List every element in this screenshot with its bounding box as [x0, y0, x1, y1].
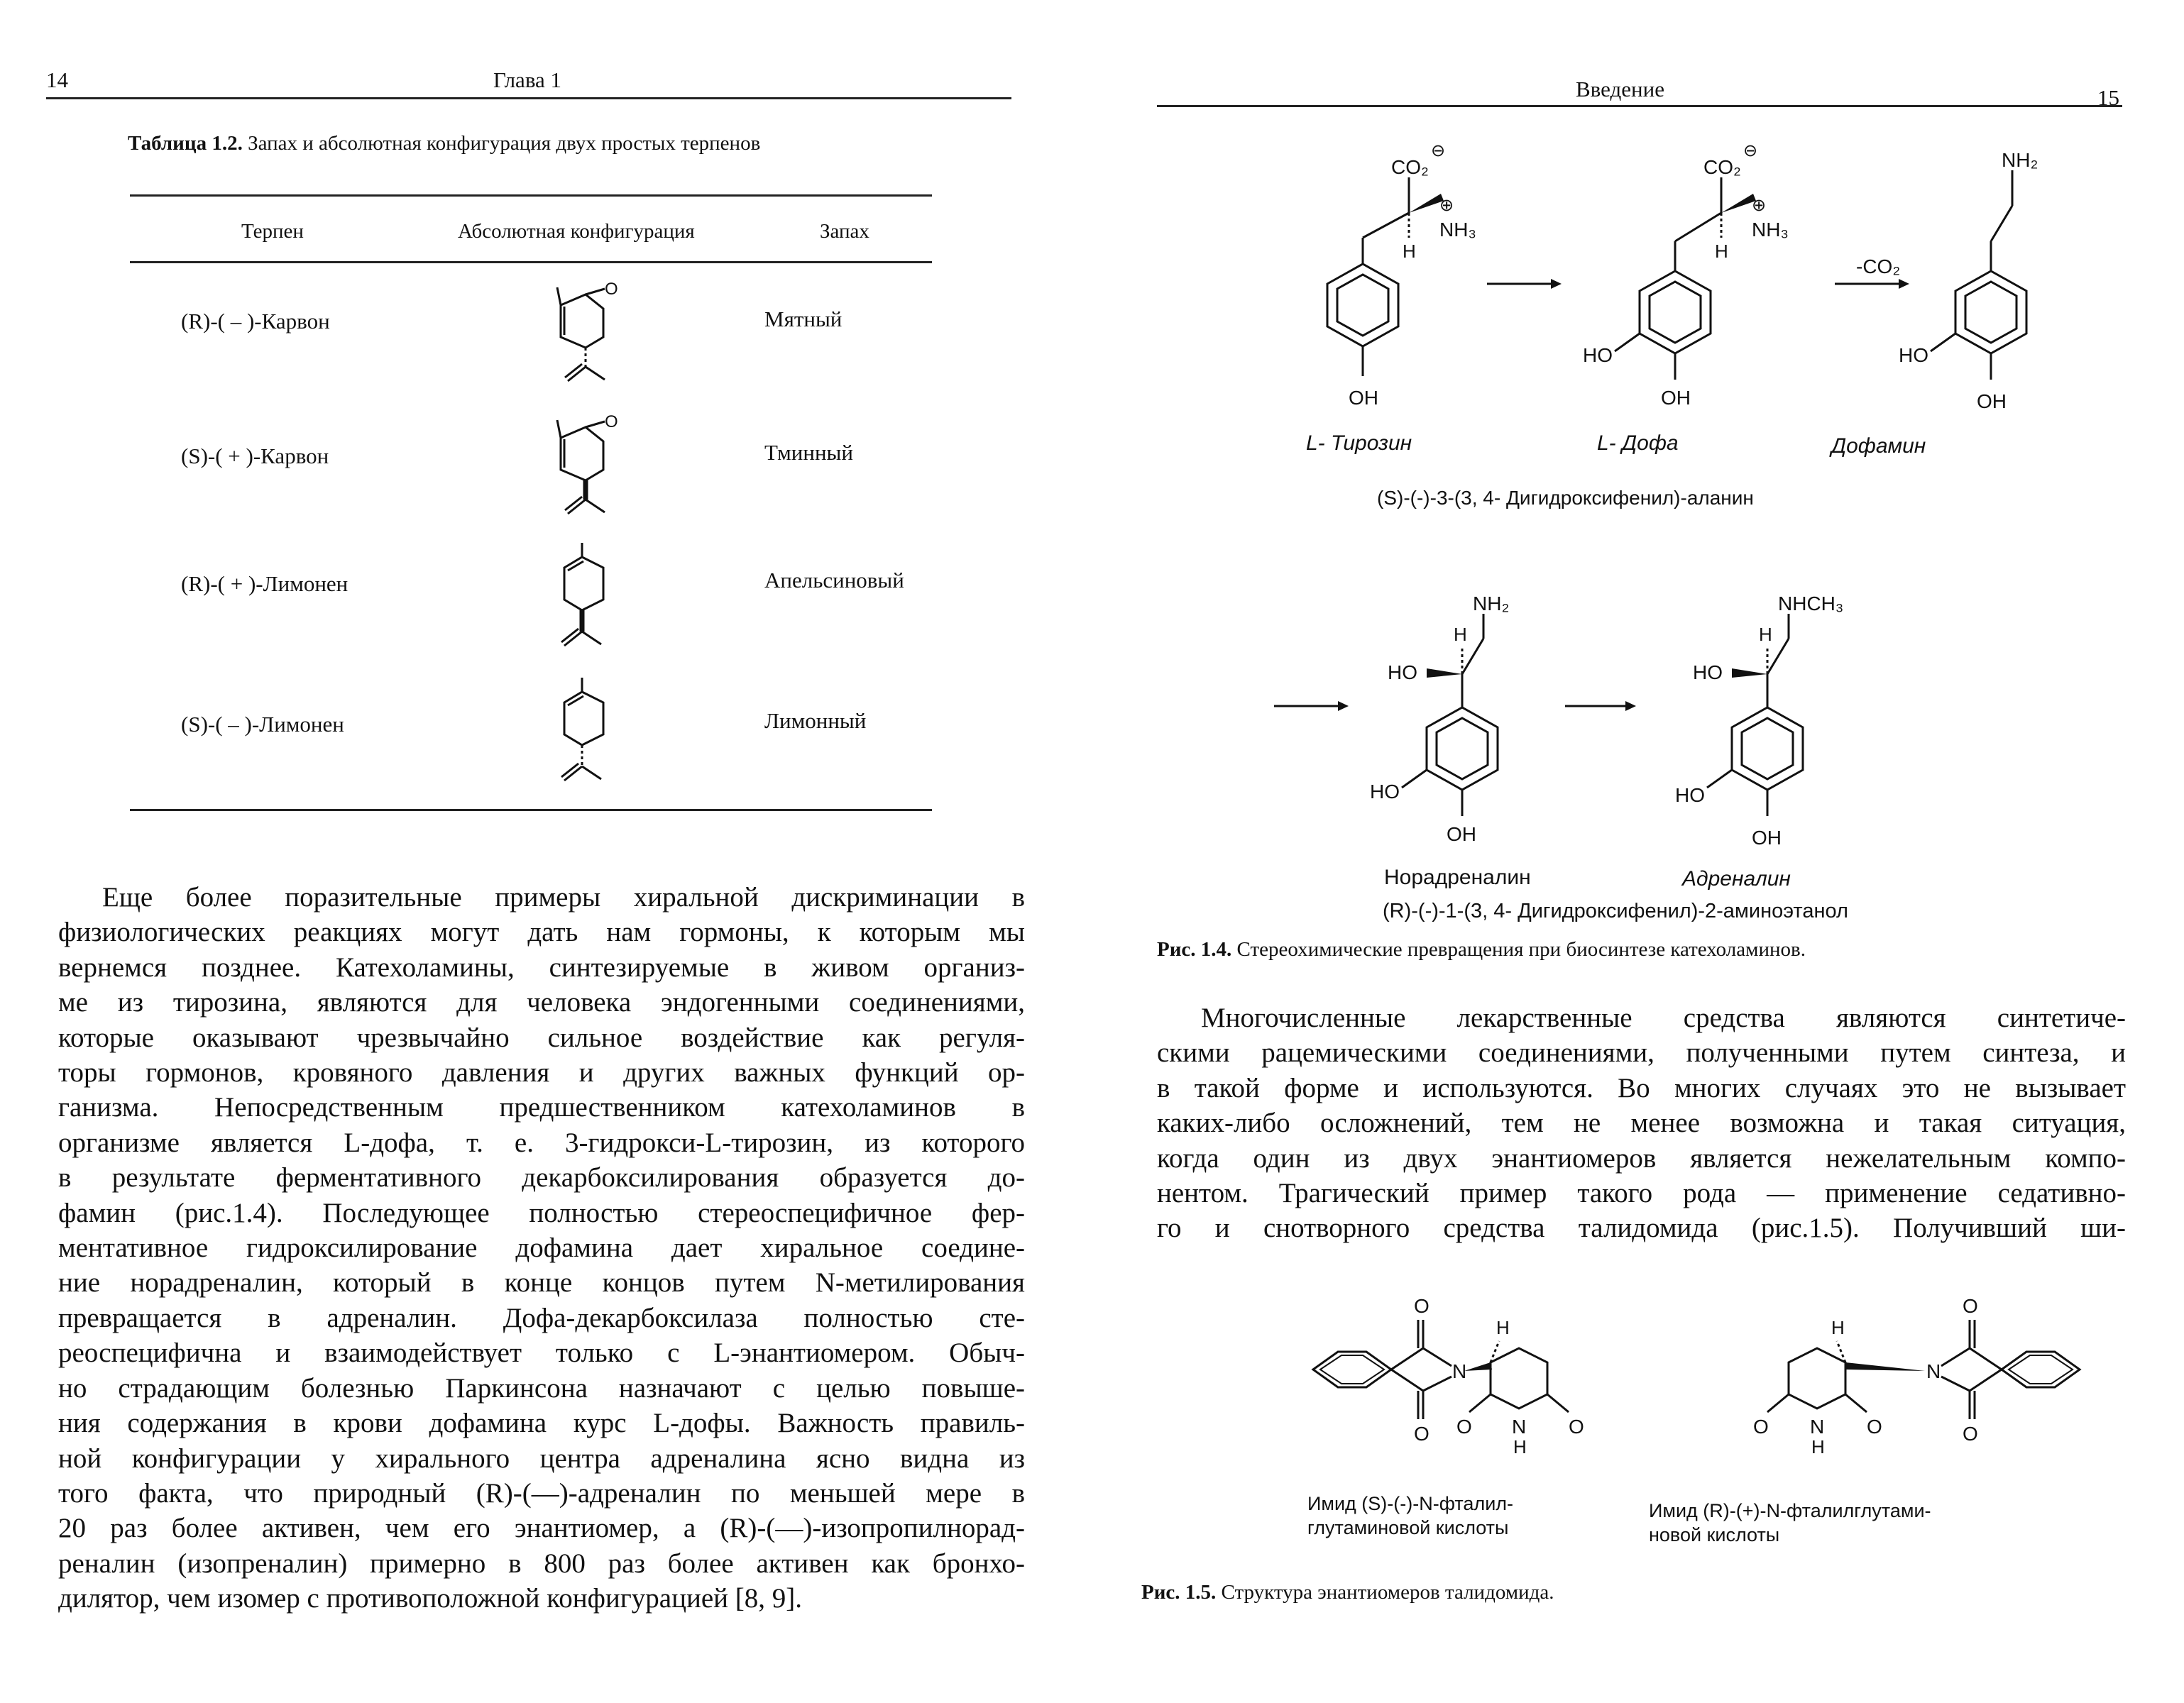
text-line: каких-либо осложнений, тем не менее возможна и такая ситуация, [1157, 1108, 2126, 1139]
figure-1-5-caption-text: Структура энантиомеров талидомида. [1221, 1581, 1554, 1604]
table-header-terpene: Терпен [241, 220, 304, 243]
text-line: когда один из двух энантиомеров является нежелательным компо- [1157, 1142, 2126, 1174]
n-label: N [1810, 1416, 1825, 1438]
s-limonene-structure [525, 674, 632, 795]
figure-1-4-caption-label: Рис. 1.4. [1157, 938, 1232, 961]
o-label: O [1963, 1423, 1978, 1445]
running-head: Введение [1576, 77, 1664, 101]
running-head: Глава 1 [493, 67, 562, 92]
table-header-rule [130, 261, 932, 263]
o-label: O [1753, 1416, 1769, 1438]
text-line: реналин (изопреналин) примерно в 800 раз более активен как бронхо- [58, 1548, 1025, 1579]
table-row-terpene: (R)-( + )-Лимонен [181, 571, 349, 596]
text-line: ме из тирозина, являются для человека эндогенными соединениями, [58, 987, 1025, 1018]
h-label: H [1831, 1317, 1845, 1338]
text-line: ной конфигурации у хирального центра адреналина ясно видна из [58, 1443, 1025, 1474]
text-line: которые оказывают чрезвычайно сильное воздействие как регуля- [58, 1022, 1025, 1053]
header-rule [1157, 105, 2122, 107]
svg-text:O: O [605, 280, 618, 299]
figure-1-4-caption [1157, 938, 1806, 961]
right-page [1121, 0, 2184, 1703]
table-bottom-rule [130, 809, 932, 811]
decarboxylation-label: -CO₂ [1856, 255, 1901, 277]
oh-label: OH [1977, 390, 2007, 412]
nh2-label: NH₂ [1473, 593, 1510, 614]
table-header-configuration: Абсолютная конфигурация [458, 220, 695, 243]
oh-label: OH [1447, 823, 1476, 845]
o-label: O [1867, 1416, 1882, 1438]
page-number: 15 [2097, 85, 2119, 110]
text-line: вернемся позднее. Катехоламины, синтезируемые в живом организ- [58, 952, 1025, 983]
text-line: превращается в адреналин. Дофа-декарбоксилаза полностью сте- [58, 1302, 1025, 1333]
h-label: H [1811, 1436, 1825, 1457]
text-line: физиологических реакциях могут дать нам гормоны, к которым мы [58, 917, 1025, 948]
noradrenaline-label: Норадреналин [1384, 866, 1531, 889]
r-limonene-structure [525, 539, 632, 660]
dopamine-label: Дофамин [1831, 434, 1926, 458]
table-row-odor: Мятный [764, 307, 843, 331]
table-row-odor: Апельсиновый [764, 568, 904, 593]
page-number: 14 [46, 67, 68, 92]
dopa-label: L- Дофа [1597, 431, 1679, 455]
table-row-odor: Тминный [764, 440, 853, 465]
table-caption [128, 132, 760, 155]
text-line: ния содержания в крови дофамина курс L-дофы. Важность правиль- [58, 1408, 1025, 1439]
o-label: O [1414, 1295, 1430, 1317]
ho-label: HO [1583, 344, 1613, 366]
r-thalidomide-label-line1: Имид (R)-(+)-N-фталилглутами- [1649, 1500, 1931, 1521]
co2-label: CO₂ [1703, 156, 1741, 178]
text-line: ментативное гидроксилирование дофамина дает хиральное соедине- [58, 1233, 1025, 1264]
table-row-terpene: (R)-( – )-Карвон [181, 309, 330, 334]
r-carvone-structure [525, 273, 632, 394]
n-label: N [1926, 1360, 1941, 1382]
body-paragraph [58, 880, 1025, 1616]
table-row-terpene: (S)-( + )-Карвон [181, 443, 329, 468]
adrenaline-label: Адреналин [1682, 867, 1791, 891]
text-line: Еще более поразительные примеры хиральной дискриминации в [102, 882, 1025, 913]
tyrosine-label: L- Тирозин [1306, 431, 1412, 455]
adrenaline-systematic-name: (R)-(-)-1-(3, 4- Дигидроксифенил)-2-аминоэтанол [1383, 900, 1848, 922]
text-line: го и снотворного средства талидомида (рис.1.5). Получивший ши- [1157, 1213, 2126, 1244]
h-label: H [1759, 624, 1772, 645]
text-line: скими рацемическими соединениями, полученными путем синтеза, и [1157, 1037, 2126, 1069]
table-top-rule [130, 194, 932, 197]
table-row-terpene: (S)-( – )-Лимонен [181, 712, 344, 737]
header-rule [46, 97, 1011, 99]
svg-text:O: O [605, 412, 618, 431]
text-line: в результате ферментативного декарбоксилирования образуется до- [58, 1162, 1025, 1194]
n-label: N [1512, 1416, 1527, 1438]
text-line: в такой форме и используются. Во многих случаях это не вызывает [1157, 1072, 2126, 1103]
n-label: N [1452, 1360, 1467, 1382]
table-row-odor: Лимонный [764, 708, 867, 733]
oh-label: OH [1349, 387, 1378, 409]
s-carvone-structure [525, 406, 632, 527]
figure-1-4-caption-text: Стереохимические превращения при биосинтезе катехоламинов. [1236, 938, 1806, 961]
nh3-label: NH₃ [1752, 219, 1789, 241]
text-line: реоспецифична и взаимодействует только с L-энантиомером. Обыч- [58, 1338, 1025, 1369]
figure-1-5-caption-label: Рис. 1.5. [1141, 1581, 1217, 1604]
co2-label: CO₂ [1391, 156, 1429, 178]
ho-label: HO [1899, 344, 1928, 366]
figure-1-5 [1299, 1270, 2122, 1497]
oh-label: OH [1752, 827, 1782, 849]
o-label: O [1456, 1416, 1472, 1438]
s-thalidomide-label-line1: Имид (S)-(-)-N-фталил- [1307, 1493, 1514, 1514]
h-label: H [1454, 624, 1467, 645]
text-line: нентом. Трагический пример такого рода — применение седативно- [1157, 1178, 2126, 1209]
nh3-label: NH₃ [1439, 219, 1476, 241]
h-label: H [1496, 1317, 1510, 1338]
text-line: фамин (рис.1.4). Последующее полностью стереоспецифичное фер- [58, 1197, 1025, 1228]
r-thalidomide-label-line2: новой кислоты [1649, 1524, 1780, 1545]
text-line: организме является L-дофа, т. е. 3-гидрокси-L-тирозин, из которого [58, 1127, 1025, 1158]
charge-plus: ⊕ [1752, 196, 1767, 215]
nh2-label: NH₂ [2002, 149, 2038, 171]
text-line: Многочисленные лекарственные средства являются синтетиче- [1201, 1003, 2126, 1033]
figure-1-5-caption [1141, 1581, 1554, 1604]
ho-label: HO [1388, 661, 1417, 683]
o-label: O [1569, 1416, 1584, 1438]
text-line: ганизма. Непосредственным предшественником катехоламинов в [58, 1092, 1025, 1123]
text-line: торы гормонов, кровяного давления и других важных функций ор- [58, 1057, 1025, 1089]
ho-label: HO [1675, 784, 1705, 806]
figure-1-4 [1263, 131, 2115, 947]
o-label: O [1414, 1423, 1430, 1445]
table-caption-label: Таблица 1.2. [128, 132, 243, 155]
h-label: H [1403, 241, 1416, 262]
text-line: дилятор, чем изомер с противоположной конфигурацией [8, 9]. [58, 1583, 802, 1614]
table-caption-text: Запах и абсолютная конфигурация двух простых терпенов [248, 132, 761, 155]
table-header-odor: Запах [820, 220, 869, 243]
text-line: того факта, что природный (R)-(—)-адреналин по меньшей мере в [58, 1477, 1025, 1509]
ho-label: HO [1370, 781, 1400, 803]
charge-minus: ⊖ [1431, 141, 1446, 160]
h-label: H [1715, 241, 1728, 262]
charge-minus: ⊖ [1743, 141, 1758, 160]
body-paragraph [1157, 1001, 2126, 1246]
text-line: но страдающим болезнью Паркинсона назначают с целью повыше- [58, 1372, 1025, 1404]
h-label: H [1513, 1436, 1527, 1457]
oh-label: OH [1661, 387, 1691, 409]
text-line: 20 раз более активен, чем его энантиомер, а (R)-(—)-изопропилнорад- [58, 1513, 1025, 1544]
o-label: O [1963, 1295, 1978, 1317]
s-thalidomide-label-line2: глутаминовой кислоты [1307, 1517, 1509, 1538]
ho-label: HO [1693, 661, 1723, 683]
dopa-systematic-name: (S)-(-)-3-(3, 4- Дигидроксифенил)-аланин [1377, 487, 1754, 509]
left-page [0, 0, 1079, 1703]
nhch3-label: NHCH₃ [1778, 593, 1844, 614]
text-line: ние норадреналин, который в конце концов путем N-метилирования [58, 1267, 1025, 1299]
charge-plus: ⊕ [1439, 196, 1454, 215]
